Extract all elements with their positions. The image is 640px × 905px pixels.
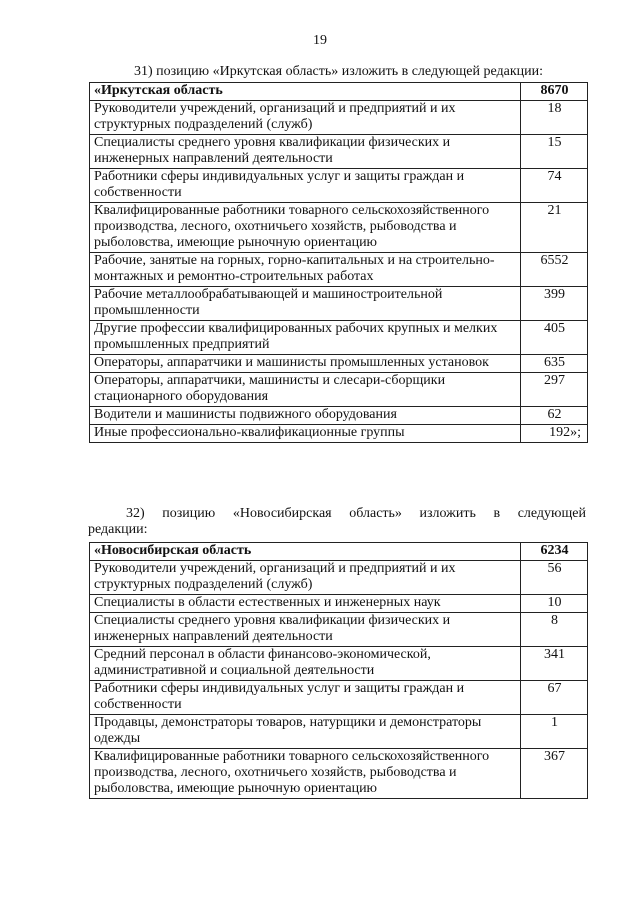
page-number: 19 (313, 33, 327, 48)
table-row (90, 169, 588, 203)
occupation-count: 341 (521, 647, 588, 681)
irkutsk-table (89, 82, 588, 443)
occupation-group: Работники сферы индивидуальных услуг и защиты граждан и собственности (90, 169, 521, 203)
occupation-count: 297 (521, 373, 588, 407)
region-total: 6234 (521, 543, 588, 561)
table-row (90, 749, 588, 799)
occupation-count: 67 (521, 681, 588, 715)
table-row (90, 561, 588, 595)
occupation-group: Руководители учреждений, организаций и предприятий и их структурных подразделений (служб) (90, 561, 521, 595)
occupation-count: 1 (521, 715, 588, 749)
occupation-group: Водители и машинисты подвижного оборудования (90, 407, 521, 425)
table-row (90, 595, 588, 613)
region-name: «Иркутская область (90, 83, 521, 101)
table-row (90, 321, 588, 355)
table-row (90, 253, 588, 287)
occupation-group: Руководители учреждений, организаций и предприятий и их структурных подразделений (служб) (90, 101, 521, 135)
region-name: «Новосибирская область (90, 543, 521, 561)
occupation-count: 21 (521, 203, 588, 253)
occupation-count: 15 (521, 135, 588, 169)
section-32-intro: 32) позицию «Новосибирская область» изложить в следующей редакции: (88, 506, 586, 537)
occupation-group: Квалифицированные работники товарного сельскохозяйственного производства, лесного, охотничьего хозяйств, рыбоводства и рыболовства, имеющие рыночную ориентацию (90, 203, 521, 253)
table-row (90, 425, 588, 443)
region-total: 8670 (521, 83, 588, 101)
novosibirsk-table (89, 542, 588, 799)
occupation-group: Работники сферы индивидуальных услуг и защиты граждан и собственности (90, 681, 521, 715)
occupation-count: 74 (521, 169, 588, 203)
table-row (90, 407, 588, 425)
occupation-count: 192»; (521, 425, 588, 443)
table-row (90, 373, 588, 407)
table-row (90, 101, 588, 135)
occupation-count: 18 (521, 101, 588, 135)
occupation-group: Рабочие металлообрабатывающей и машиностроительной промышленности (90, 287, 521, 321)
occupation-count: 56 (521, 561, 588, 595)
occupation-count: 405 (521, 321, 588, 355)
occupation-count: 399 (521, 287, 588, 321)
table-row (90, 203, 588, 253)
table-header-row (90, 83, 588, 101)
table-row (90, 647, 588, 681)
occupation-group: Иные профессионально-квалификационные группы (90, 425, 521, 443)
occupation-group: Средний персонал в области финансово-экономической, административной и социальной деятельности (90, 647, 521, 681)
occupation-count: 635 (521, 355, 588, 373)
table-row (90, 287, 588, 321)
occupation-group: Специалисты среднего уровня квалификации физических и инженерных направлений деятельности (90, 135, 521, 169)
occupation-count: 62 (521, 407, 588, 425)
table-row (90, 715, 588, 749)
section-31-intro: 31) позицию «Иркутская область» изложить в следующей редакции: (134, 64, 544, 79)
occupation-count: 6552 (521, 253, 588, 287)
occupation-group: Квалифицированные работники товарного сельскохозяйственного производства, лесного, охотничьего хозяйств, рыбоводства и рыболовства, имеющие рыночную ориентацию (90, 749, 521, 799)
occupation-group: Операторы, аппаратчики и машинисты промышленных установок (90, 355, 521, 373)
occupation-count: 367 (521, 749, 588, 799)
occupation-count: 8 (521, 613, 588, 647)
occupation-count: 10 (521, 595, 588, 613)
table-row (90, 355, 588, 373)
table-header-row (90, 543, 588, 561)
occupation-group: Специалисты в области естественных и инженерных наук (90, 595, 521, 613)
occupation-group: Другие профессии квалифицированных рабочих крупных и мелких промышленных предприятий (90, 321, 521, 355)
table-row (90, 613, 588, 647)
occupation-group: Рабочие, занятые на горных, горно-капитальных и на строительно-монтажных и ремонтно-строительных работах (90, 253, 521, 287)
table-row (90, 135, 588, 169)
occupation-group: Специалисты среднего уровня квалификации физических и инженерных направлений деятельности (90, 613, 521, 647)
occupation-group: Операторы, аппаратчики, машинисты и слесари-сборщики стационарного оборудования (90, 373, 521, 407)
table-row (90, 681, 588, 715)
occupation-group: Продавцы, демонстраторы товаров, натурщики и демонстраторы одежды (90, 715, 521, 749)
